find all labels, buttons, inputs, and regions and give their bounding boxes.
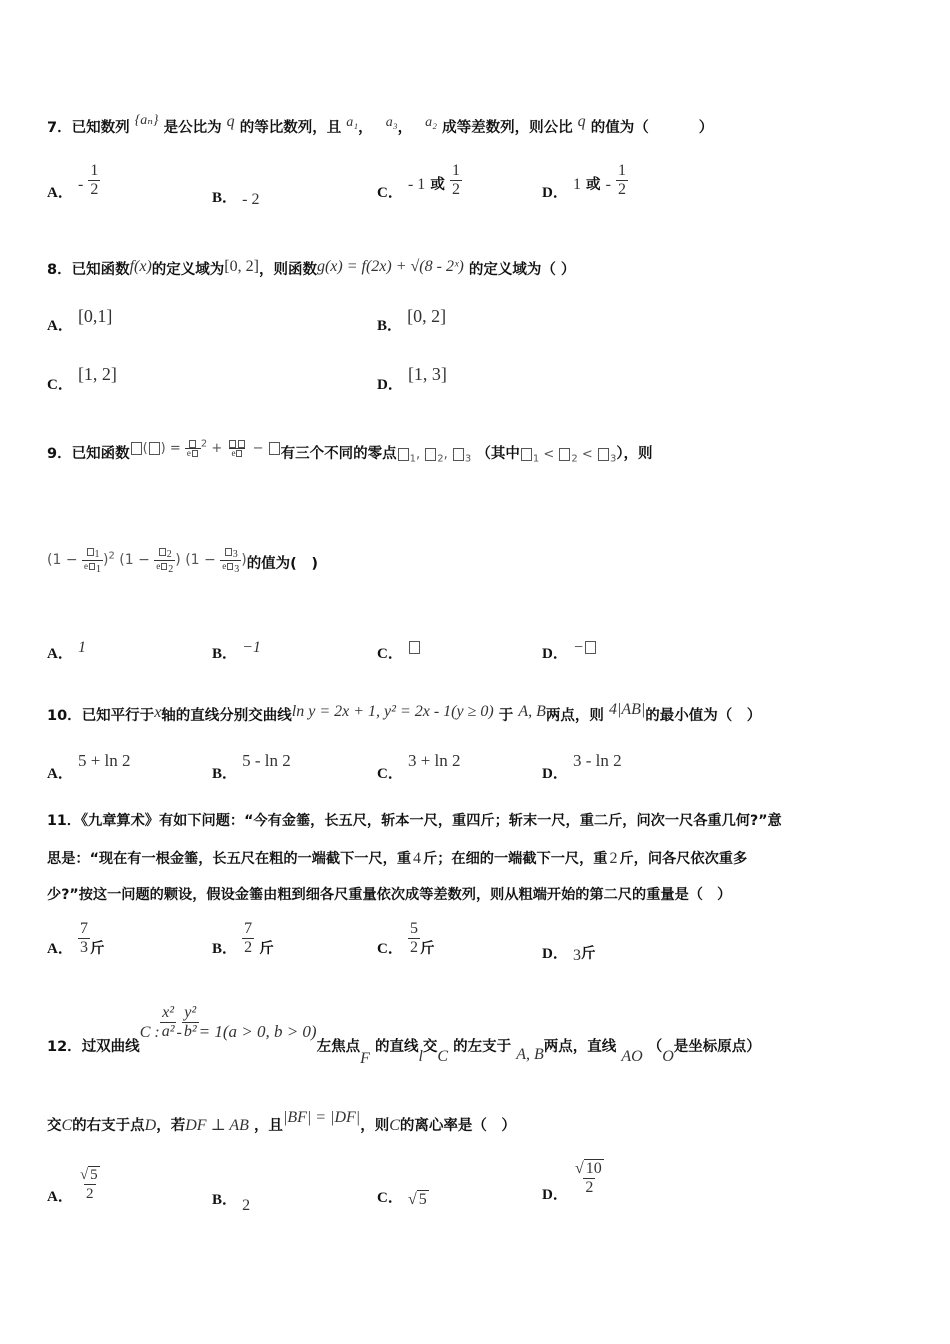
option-label: B． xyxy=(212,766,238,782)
glyph-box xyxy=(409,641,420,654)
q11-line-1: 11．《九章算术》有如下问题：“今有金箠，长五尺，斩本一尺，重四斤；斩末一尺，重二斤，问次一尺各重几何?”意 xyxy=(47,813,782,829)
option-label: B． xyxy=(377,318,403,334)
option-label: C． xyxy=(47,377,73,393)
fraction xyxy=(78,920,90,957)
q7-q: q xyxy=(226,113,235,130)
q12-text: 左焦点 xyxy=(316,1038,361,1055)
q11-line-3: 少?”按这一问题的颗设，假设金箠由粗到细各尺重量依次成等差数列，则从粗端开始的第二尺的重量是（ ） xyxy=(47,887,732,903)
option-label: C． xyxy=(377,766,403,782)
option-label: D． xyxy=(542,946,568,962)
glyph-box xyxy=(149,442,160,455)
q12-stem-line-2 xyxy=(47,1109,516,1135)
q12-text: 的直线 xyxy=(374,1038,419,1055)
option-value: [0,1] xyxy=(77,306,113,326)
q12-text: 交 xyxy=(47,1118,62,1134)
q10-text: 已知平行于 xyxy=(81,708,155,724)
q9-option-c[interactable] xyxy=(377,636,421,662)
option-value: 5 + ln 2 xyxy=(77,751,131,770)
option-label: C． xyxy=(377,941,403,957)
q12-option-d[interactable] xyxy=(542,1160,606,1203)
q11-option-b[interactable] xyxy=(212,920,274,957)
option-value: 1 xyxy=(77,639,86,656)
option-label: D． xyxy=(542,185,568,201)
numerator: x² xyxy=(162,1004,175,1021)
fraction xyxy=(88,162,100,199)
option-label: D． xyxy=(542,1187,568,1203)
option-label: A． xyxy=(47,318,73,334)
q12-text: 交 xyxy=(422,1038,438,1055)
denominator: 2 xyxy=(90,181,99,198)
q11-option-d[interactable] xyxy=(542,942,595,963)
glyph-box xyxy=(398,448,409,461)
option-value: [0, 2] xyxy=(407,306,447,326)
q12-C: C xyxy=(389,1117,400,1134)
q12-text: 的离心率是（ ） xyxy=(399,1118,516,1134)
glyph-box xyxy=(159,548,166,556)
q12-option-a[interactable] xyxy=(47,1166,102,1203)
q12-option-c[interactable] xyxy=(377,1186,429,1207)
q7-number: 7． xyxy=(47,120,72,136)
q10-option-c[interactable] xyxy=(377,750,461,782)
sqrt-sign: √ xyxy=(407,1191,417,1208)
option-value: 5 xyxy=(418,1191,427,1208)
option-or: 或 xyxy=(430,177,445,193)
option-label: A． xyxy=(47,185,73,201)
q8-text: 已知函数 xyxy=(71,262,130,278)
q10-stem xyxy=(47,701,762,725)
q10-text: 轴的直线分别交曲线 xyxy=(161,708,292,724)
minus: - xyxy=(176,1023,182,1041)
option-unit: 斤 xyxy=(419,941,435,957)
fraction: $\frac{1}{e 1}$ xyxy=(84,548,101,575)
q8-number: 8． xyxy=(47,262,72,278)
q10-text: 于 xyxy=(498,708,514,724)
fraction: $\frac{2}{e 2}$ xyxy=(156,548,174,575)
q12-text: 过双曲线 xyxy=(81,1038,140,1055)
q7-option-d[interactable] xyxy=(542,162,628,199)
q12-eqabs: |BF| = |DF| xyxy=(282,1109,361,1126)
option-value: 3 - ln 2 xyxy=(572,751,622,770)
q12-text: 的右支于点 xyxy=(72,1118,145,1134)
option-unit: 斤 xyxy=(259,941,274,957)
glyph-box xyxy=(225,548,232,556)
q7-sep: ， xyxy=(358,120,373,136)
q12-text: 两点，直线 xyxy=(543,1038,617,1055)
glyph-box xyxy=(425,448,436,461)
q11-line-2 xyxy=(47,848,747,868)
option-unit: 斤 xyxy=(580,946,596,962)
option-value: 1 xyxy=(572,176,581,193)
numerator: 1 xyxy=(618,162,627,179)
q12-text: 的左支于 xyxy=(453,1038,512,1055)
option-label: A． xyxy=(47,766,73,782)
q7-stem xyxy=(47,113,714,137)
numerator: 10 xyxy=(585,1160,602,1177)
option-unit: 斤 xyxy=(89,941,105,957)
q12-AO: AO xyxy=(621,1047,643,1065)
denominator: 3 xyxy=(79,939,88,956)
q8-fx: f(x) xyxy=(129,258,152,275)
option-label: B． xyxy=(212,941,238,957)
q7-a1: a₁ xyxy=(346,115,359,130)
option-label: B． xyxy=(212,646,238,662)
glyph-box xyxy=(236,450,242,457)
glyph-box xyxy=(559,448,570,461)
option-label: A． xyxy=(47,1189,73,1205)
q9-expression-line xyxy=(47,546,318,575)
q9-option-a[interactable] xyxy=(47,636,86,662)
q9-stem xyxy=(47,438,653,465)
option-label: A． xyxy=(47,646,73,662)
option-value: [1, 3] xyxy=(407,364,447,384)
q9-text: 的值为( ) xyxy=(246,556,318,573)
q10-option-b[interactable] xyxy=(212,750,291,782)
numerator: 1 xyxy=(90,162,99,179)
q12-O: O xyxy=(662,1047,674,1065)
q7-q: q xyxy=(577,113,586,130)
glyph-box xyxy=(521,448,532,461)
q12-AB: A, B xyxy=(516,1045,544,1063)
q11-text: 思是：“现在有一根金箠，长五尺在粗的一端截下一尺，重 xyxy=(47,851,412,867)
q11-number-4: 4 xyxy=(413,850,422,867)
q7-sep: ， xyxy=(397,120,413,136)
q12-number: 12． xyxy=(47,1038,82,1055)
fraction: e xyxy=(185,439,201,458)
denominator: 2 xyxy=(86,1186,94,1202)
fraction: $\frac{√ 5}{2}$ xyxy=(79,1167,98,1202)
glyph-box xyxy=(269,442,280,455)
glyph-box xyxy=(585,641,596,654)
numerator: y² xyxy=(184,1004,197,1021)
q7-text: 的等比数列，且 xyxy=(239,120,342,136)
option-label: B． xyxy=(212,190,238,206)
q9-option-d[interactable] xyxy=(542,636,597,662)
q9-order-garbled: $_1$ < $_2$ < $_3$ xyxy=(520,447,616,462)
q11-option-c[interactable] xyxy=(377,920,434,957)
denominator: b² xyxy=(183,1023,197,1040)
q10-option-a[interactable] xyxy=(47,750,131,782)
option-value: 3 + ln 2 xyxy=(407,751,461,770)
option-value: [1, 2] xyxy=(77,364,117,384)
glyph-box xyxy=(227,563,233,570)
denominator: 2 xyxy=(244,939,253,956)
q7-text: 是公比为 xyxy=(163,120,222,136)
glyph-box xyxy=(87,548,94,556)
q8-text: ，则函数 xyxy=(258,262,317,278)
numerator: 5 xyxy=(409,920,418,937)
q8-option-a[interactable] xyxy=(47,306,113,334)
denominator: 2 xyxy=(618,181,627,198)
fraction xyxy=(160,1004,177,1041)
option-label: D． xyxy=(542,766,568,782)
q8-option-b[interactable] xyxy=(377,306,447,334)
q9-number: 9． xyxy=(47,446,72,462)
q7-text: 成等差数列，则公比 xyxy=(442,120,573,136)
option-value: - 2 xyxy=(242,191,260,208)
q9-text: 有三个不同的零点 xyxy=(280,446,397,462)
fraction xyxy=(182,1004,199,1041)
q12-text: ，则 xyxy=(360,1118,390,1134)
fraction: e xyxy=(226,439,248,458)
q12-D: D xyxy=(144,1117,157,1134)
glyph-box xyxy=(238,440,245,448)
option-value: 5 - ln 2 xyxy=(242,751,291,770)
option-sign: - xyxy=(605,176,611,193)
q11-text: 斤，问各尺依次重多 xyxy=(619,851,748,867)
q9-text: ），则 xyxy=(616,446,653,462)
fraction: $\frac{3}{e 3}$ xyxy=(222,548,240,575)
option-value: 2 xyxy=(242,1197,251,1214)
q7-a3: a₃ xyxy=(385,115,398,130)
q11-option-a[interactable] xyxy=(47,920,104,957)
q8-option-c[interactable] xyxy=(47,364,117,393)
q9-zeros-garbled: $_1$, $_2$, $_3$ xyxy=(397,447,472,462)
q12-c: C : xyxy=(139,1023,160,1041)
q8-gx: g(x) = f(2x) + √(8 - 2ˣ) xyxy=(316,258,464,275)
q8-text: 的定义域为 xyxy=(151,262,225,278)
q12-stem-line-1 xyxy=(47,1004,761,1067)
q8-text: 的定义域为（ ） xyxy=(468,262,576,278)
q12-eq: = 1(a > 0, b > 0) xyxy=(198,1021,317,1041)
option-label: C． xyxy=(377,185,403,201)
q9-option-b[interactable] xyxy=(212,636,261,662)
q10-expr: 4|AB| xyxy=(608,701,646,718)
numerator: 7 xyxy=(79,920,88,937)
fraction xyxy=(242,920,254,957)
q10-curve: ln y = 2x + 1, y² = 2x - 1(y ≥ 0) xyxy=(291,703,494,720)
q10-number: 10． xyxy=(47,708,82,724)
q7-text: 已知数列 xyxy=(71,120,130,136)
fraction xyxy=(450,162,462,199)
q7-text: 的值为（ xyxy=(590,120,649,136)
q7-text: ） xyxy=(698,120,714,136)
option-sign: - xyxy=(77,176,84,193)
q12-text: 是坐标原点） xyxy=(673,1038,761,1055)
q9-text: （其中 xyxy=(476,446,520,462)
glyph-box xyxy=(453,448,464,461)
option-label: C． xyxy=(377,1190,403,1206)
q7-option-a[interactable] xyxy=(47,162,100,199)
fraction: $\frac{√ 10}{2}$ xyxy=(574,1160,602,1196)
q12-text: （ xyxy=(647,1038,663,1055)
glyph-box xyxy=(192,450,198,457)
q10-option-d[interactable] xyxy=(542,750,622,782)
q10-text: 两点，则 xyxy=(545,708,604,724)
q11-text: 斤；在细的一端截下一尺，重 xyxy=(423,851,608,867)
q12-C: C xyxy=(437,1047,449,1065)
q12-F: F xyxy=(360,1049,370,1067)
q8-stem xyxy=(47,258,575,279)
fraction xyxy=(408,920,420,957)
option-or: 或 xyxy=(586,177,601,193)
q9-text: 已知函数 xyxy=(71,446,130,462)
option-value: 3 xyxy=(572,947,581,964)
option-label: D． xyxy=(377,377,403,393)
option-value: - 1 xyxy=(407,176,426,193)
q8-domain: [0, 2] xyxy=(224,258,259,275)
q12-perp: DF ⊥ AB xyxy=(185,1117,249,1134)
option-label: C． xyxy=(377,646,403,662)
option-value: −1 xyxy=(242,639,261,656)
glyph-box xyxy=(161,563,167,570)
q12-l: l xyxy=(418,1047,423,1065)
q12-text: ，若 xyxy=(156,1118,186,1134)
fraction xyxy=(616,162,628,199)
q7-option-c[interactable] xyxy=(377,162,462,199)
glyph-box xyxy=(131,442,142,455)
q12-option-b[interactable] xyxy=(212,1188,251,1214)
q7-a2: a₂ xyxy=(425,115,438,130)
q9-expression-garbled: (1 − $\frac{1}{e 1}$ )$^2$ (1 − $\frac{2}{e 2}$ ) (1 − $\frac{3}{e 3}$ ) xyxy=(47,552,247,568)
numerator: 7 xyxy=(244,920,253,937)
glyph-box xyxy=(189,440,196,448)
numerator: 1 xyxy=(451,162,460,179)
q10-text: 的最小值为（ ） xyxy=(645,708,762,724)
q10-x: x xyxy=(154,704,162,721)
option-value: − xyxy=(572,639,584,656)
glyph-box xyxy=(229,440,236,448)
q7-option-b[interactable] xyxy=(212,186,259,207)
option-label: A． xyxy=(47,941,73,957)
q12-C: C xyxy=(61,1117,73,1134)
q7-seq: {aₙ} xyxy=(134,113,159,128)
denominator: a² xyxy=(161,1023,175,1040)
q11-number-2: 2 xyxy=(609,850,618,867)
glyph-box xyxy=(598,448,609,461)
q10-ab: A, B xyxy=(518,703,546,720)
q8-option-d[interactable] xyxy=(377,364,447,393)
denominator: 2 xyxy=(451,181,460,198)
q9-function-garbled: ( ) = e $^2$ + e − xyxy=(130,441,281,456)
q12-text: ，且 xyxy=(253,1118,283,1134)
option-label: D． xyxy=(542,646,568,662)
option-label: B． xyxy=(212,1192,238,1208)
denominator: 2 xyxy=(585,1179,594,1196)
glyph-box xyxy=(89,563,95,570)
denominator: 2 xyxy=(409,939,418,956)
numerator: 5 xyxy=(90,1167,98,1183)
